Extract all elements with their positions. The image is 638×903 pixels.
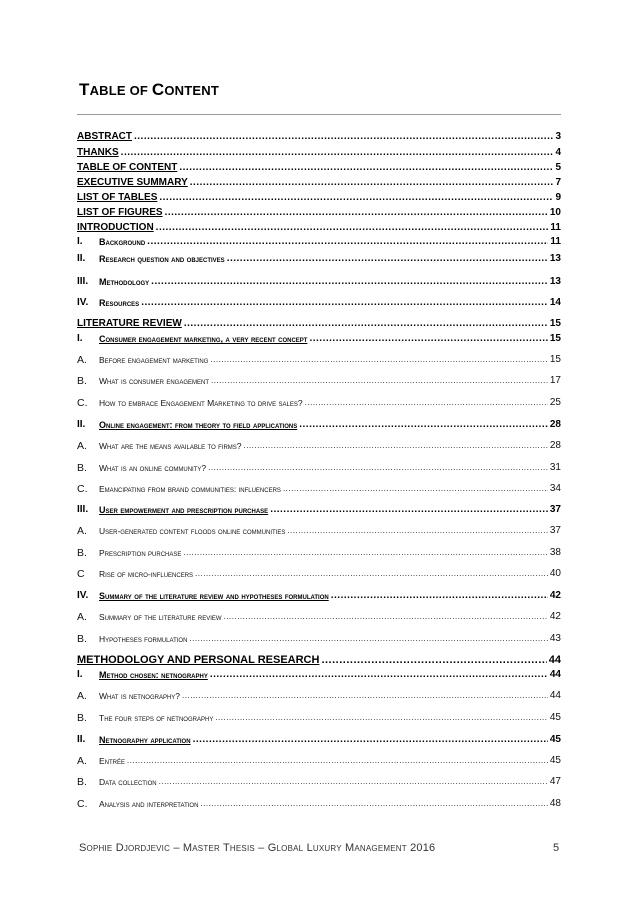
footer-page-number: 5 xyxy=(553,842,560,854)
toc-entry-list-of-figures[interactable]: LIST OF FIGURES ..... 10 xyxy=(77,206,561,220)
toc-entry-literature-review[interactable]: LITERATURE REVIEW ..... 15 xyxy=(77,317,561,331)
toc-entry-hypotheses-formulation[interactable]: B. Hypotheses formulation ..... 43 xyxy=(77,632,561,646)
toc-entry-prescription-purchase[interactable]: B. Prescription purchase ..... 38 xyxy=(77,546,561,560)
toc-entry-thanks[interactable]: THANKS ..... 4 xyxy=(77,146,561,160)
toc-entry-methodology-research[interactable]: METHODOLOGY AND PERSONAL RESEARCH ..... 44 xyxy=(77,653,561,667)
toc-entry-executive-summary[interactable]: EXECUTIVE SUMMARY ..... 7 xyxy=(77,176,561,190)
toc-entry-before-engagement[interactable]: A. Before engagement marketing ..... 15 xyxy=(77,353,561,367)
toc-entry-resources[interactable]: IV. Resources ..... 14 xyxy=(77,296,561,310)
toc-entry-analysis-interpretation[interactable]: C. Analysis and interpretation ..... 48 xyxy=(77,797,561,811)
toc-entry-online-engagement[interactable]: II. Online engagement: from theory to field applications ..... 28 xyxy=(77,418,561,432)
toc-entry-micro-influencers[interactable]: C Rise of micro-influencers ..... 40 xyxy=(77,567,561,581)
toc-entry-method-chosen[interactable]: I. Method chosen: netnography ..... 44 xyxy=(77,668,561,682)
toc-entry-user-empowerment[interactable]: III. User empowerment and prescription purchase ..... 37 xyxy=(77,503,561,517)
toc-entry-emancipating[interactable]: C. Emancipating from brand communities: influencers ..... 34 xyxy=(77,482,561,496)
toc-entry-abstract[interactable]: ABSTRACT ..... 3 xyxy=(77,130,561,144)
toc-entry-entree[interactable]: A. Entrée ..... 45 xyxy=(77,754,561,768)
toc-entry-consumer-engagement[interactable]: I. Consumer engagement marketing, a very recent concept ..... 15 xyxy=(77,332,561,346)
toc-entry-data-collection[interactable]: B. Data collection ..... 47 xyxy=(77,775,561,789)
toc-entry-embrace-engagement[interactable]: C. How to embrace Engagement Marketing to drive sales? ..... 25 xyxy=(77,396,561,410)
toc-entry-what-is-netnography[interactable]: A. What is netnography? ..... 44 xyxy=(77,689,561,703)
page-footer: Sophie Djordjevic – Master Thesis – Global Luxury Management 2016 xyxy=(79,842,436,854)
toc-entry-online-community[interactable]: B. What is an online community? ..... 31 xyxy=(77,461,561,475)
toc-entry-means-available[interactable]: A. What are the means available to firms? ..... 28 xyxy=(77,439,561,453)
toc-entry-summary-hypotheses[interactable]: IV. Summary of the literature review and hypotheses formulation ..... 42 xyxy=(77,589,561,603)
toc-entry-research-question[interactable]: II. Research question and objectives ..... 13 xyxy=(77,252,561,266)
toc-entry-netnography-application[interactable]: II. Netnography application ..... 45 xyxy=(77,733,561,747)
toc-entry-introduction[interactable]: INTRODUCTION ..... 11 xyxy=(77,221,561,235)
toc-entry-ugc[interactable]: A. User-generated content floods online communities ..... 37 xyxy=(77,524,561,538)
toc-entry-list-of-tables[interactable]: LIST OF TABLES ..... 9 xyxy=(77,191,561,205)
toc-entry-methodology[interactable]: III. Methodology ..... 13 xyxy=(77,275,561,289)
page-title: TABLE OF CONTENT xyxy=(79,80,219,99)
toc-entry-background[interactable]: I. Background ..... 11 xyxy=(77,235,561,249)
toc-entry-summary-literature[interactable]: A. Summary of the literature review ..... 42 xyxy=(77,610,561,624)
title-divider xyxy=(77,114,561,115)
toc-entry-four-steps[interactable]: B. The four steps of netnography ..... 45 xyxy=(77,711,561,725)
toc-entry-what-is-consumer-engagement[interactable]: B. What is consumer engagement ..... 17 xyxy=(77,374,561,388)
toc-entry-table-of-content[interactable]: TABLE OF CONTENT ..... 5 xyxy=(77,161,561,175)
